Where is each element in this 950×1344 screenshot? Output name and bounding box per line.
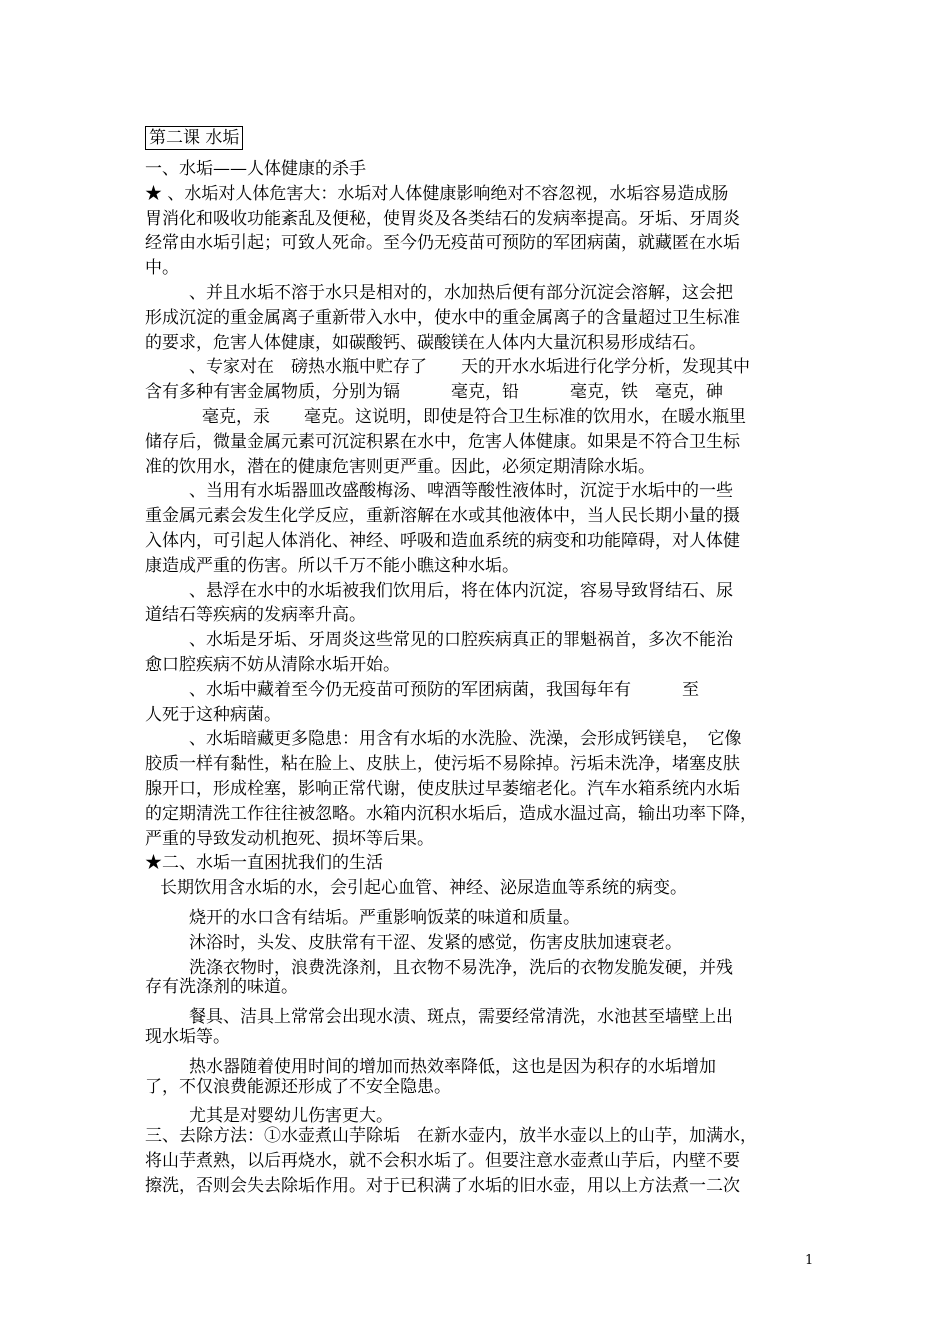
- text-line: 腺开口，形成栓塞，影响正常代谢，使皮肤过早萎缩老化。汽车水箱系统内水垢: [145, 779, 740, 799]
- text-line: 、当用有水垢器皿改盛酸梅汤、啤酒等酸性液体时，沉淀于水垢中的一些: [189, 481, 733, 501]
- lesson-title: 第二课 水垢: [145, 126, 243, 150]
- text-line: 、水垢中藏着至今仍无疫苗可预防的军团病菌，我国每年有 至: [189, 680, 699, 700]
- text-line: 现水垢等。: [145, 1027, 230, 1047]
- text-line: 餐具、洁具上常常会出现水渍、斑点，需要经常清洗，水池甚至墙壁上出: [189, 1007, 733, 1027]
- text-line: 擦洗，否则会失去除垢作用。对于已积满了水垢的旧水壶，用以上方法煮一二次: [145, 1176, 740, 1196]
- text-line: 烧开的水口含有结垢。严重影响饭菜的味道和质量。: [189, 908, 580, 928]
- text-line: 长期饮用含水垢的水，会引起心血管、神经、泌尿造血等系统的病变。: [160, 878, 687, 898]
- text-line: 、并且水垢不溶于水只是相对的，水加热后便有部分沉淀会溶解，这会把: [189, 283, 733, 303]
- text-line: 康造成严重的伤害。所以千万不能小瞧这种水垢。: [145, 556, 519, 576]
- text-line: 入体内，可引起人体消化、神经、呼吸和造血系统的病变和功能障碍，对人体健: [145, 531, 740, 551]
- text-line: 存有洗涤剂的味道。: [145, 977, 298, 997]
- text-line: 愈口腔疾病不妨从清除水垢开始。: [145, 655, 400, 675]
- text-line: 胶质一样有黏性，粘在脸上、皮肤上，使污垢不易除掉。污垢未洗净，堵塞皮肤: [145, 754, 740, 774]
- text-line: 三、去除方法：①水壶煮山芋除垢 在新水壶内，放半水壶以上的山芋，加满水，: [145, 1126, 757, 1146]
- text-line: 形成沉淀的重金属离子重新带入水中，使水中的重金属离子的含量超过卫生标准: [145, 308, 740, 328]
- text-line: 经常由水垢引起；可致人死命。至今仍无疫苗可预防的军团病菌，就藏匿在水垢: [145, 233, 740, 253]
- text-line: 了，不仅浪费能源还形成了不安全隐患。: [145, 1077, 451, 1097]
- text-line: 的要求，危害人体健康，如碳酸钙、碳酸镁在人体内大量沉积易形成结石。: [145, 333, 706, 353]
- text-line: 将山芋煮熟，以后再烧水，就不会积水垢了。但要注意水壶煮山芋后，内壁不要: [145, 1151, 740, 1171]
- text-line: 热水器随着使用时间的增加而热效率降低，这也是因为积存的水垢增加: [189, 1057, 716, 1077]
- text-line: 人死于这种病菌。: [145, 705, 281, 725]
- text-line: 严重的导致发动机抱死、损坏等后果。: [145, 829, 434, 849]
- text-line: 毫克，汞 毫克。这说明，即使是符合卫生标准的饮用水，在暖水瓶里: [202, 407, 746, 427]
- text-line: 、水垢是牙垢、牙周炎这些常见的口腔疾病真正的罪魁祸首，多次不能治: [189, 630, 733, 650]
- text-line: 、水垢暗藏更多隐患：用含有水垢的水洗脸、洗澡，会形成钙镁皂， 它像: [189, 729, 742, 749]
- text-line: 重金属元素会发生化学反应，重新溶解在水或其他液体中，当人民长期小量的摄: [145, 506, 740, 526]
- text-line: 胃消化和吸收功能紊乱及便秘，使胃炎及各类结石的发病率提高。牙垢、牙周炎: [145, 209, 740, 229]
- text-line: 道结石等疾病的发病率升高。: [145, 605, 366, 625]
- text-line: 沐浴时，头发、皮肤常有干涩、发紧的感觉，伤害皮肤加速衰老。: [189, 933, 682, 953]
- text-line: 含有多种有害金属物质，分别为镉 毫克，铅 毫克，铁 毫克，砷: [145, 382, 723, 402]
- text-line: 尤其是对婴幼儿伤害更大。: [189, 1106, 393, 1126]
- text-line: 一、水垢——人体健康的杀手: [145, 159, 366, 179]
- text-line: 、专家对在 磅热水瓶中贮存了 天的开水水垢进行化学分析，发现其中: [189, 357, 750, 377]
- text-line: 中。: [145, 258, 179, 278]
- text-line: 储存后，微量金属元素可沉淀积累在水中，危害人体健康。如果是不符合卫生标: [145, 432, 740, 452]
- text-line: 、悬浮在水中的水垢被我们饮用后，将在体内沉淀，容易导致肾结石、尿: [189, 581, 733, 601]
- text-line: ★ 、水垢对人体危害大：水垢对人体健康影响绝对不容忽视，水垢容易造成肠: [145, 184, 729, 204]
- text-line: 的定期清洗工作往往被忽略。水箱内沉积水垢后，造成水温过高，输出功率下降，: [145, 804, 757, 824]
- page-number: 1: [805, 1253, 814, 1268]
- text-line: 洗涤衣物时，浪费洗涤剂，且衣物不易洗净，洗后的衣物发脆发硬，并残: [189, 958, 733, 978]
- text-line: 准的饮用水，潜在的健康危害则更严重。因此，必须定期清除水垢。: [145, 457, 655, 477]
- text-line: ★二、水垢一直困扰我们的生活: [145, 853, 383, 873]
